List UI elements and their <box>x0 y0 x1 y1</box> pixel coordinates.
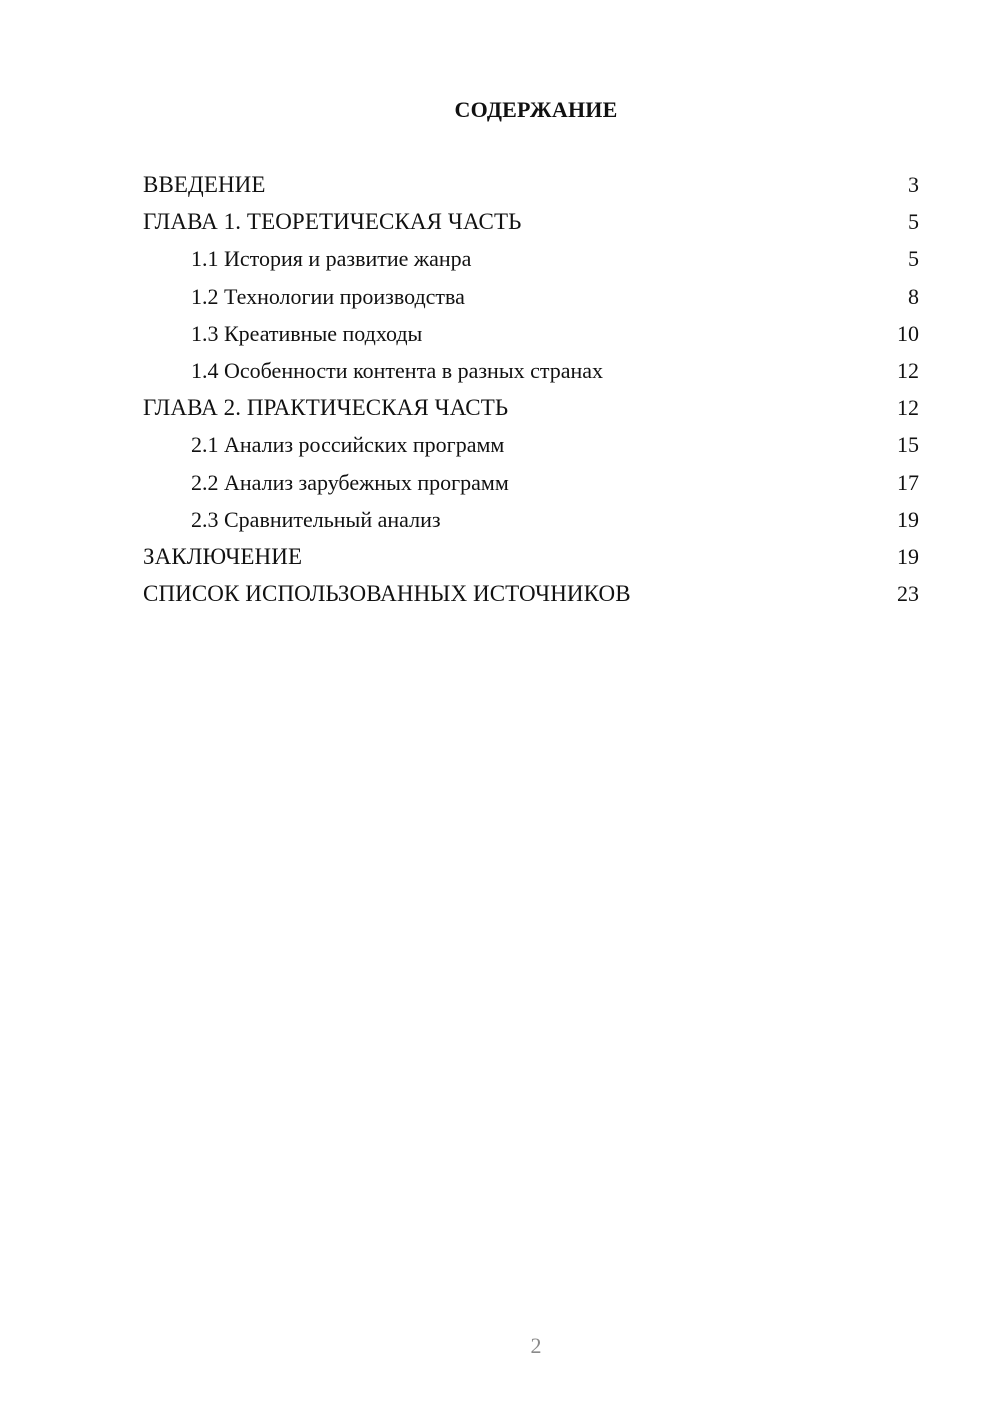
toc-entry-section-1-3[interactable] <box>143 318 919 355</box>
toc-entry-chapter-2[interactable] <box>143 392 919 429</box>
toc-entry-page: 8 <box>908 283 919 309</box>
toc-entry-section-1-2[interactable] <box>143 281 919 318</box>
toc-entry-page: 15 <box>897 432 919 458</box>
table-of-contents <box>143 169 919 615</box>
toc-entry-page: 5 <box>908 246 919 272</box>
toc-entry-text: ВВЕДЕНИЕ <box>143 172 266 197</box>
toc-entry-text: ГЛАВА 1. ТЕОРЕТИЧЕСКАЯ ЧАСТЬ <box>143 209 522 235</box>
toc-entry-text: ГЛАВА 2. ПРАКТИЧЕСКАЯ ЧАСТЬ <box>143 395 509 421</box>
toc-entry-text: СПИСОК ИСПОЛЬЗОВАННЫХ ИСТОЧНИКОВ <box>143 581 631 607</box>
toc-entry-section-1-4[interactable] <box>143 355 919 392</box>
toc-entry-page: 19 <box>897 506 919 532</box>
toc-entry-section-2-1[interactable] <box>143 429 919 466</box>
toc-entry-page: 12 <box>897 395 919 421</box>
toc-entry-text: 1.3 Креативные подходы <box>191 320 423 346</box>
toc-entry-text: 2.3 Сравнительный анализ <box>191 506 441 532</box>
toc-entry-chapter-1[interactable] <box>143 206 919 243</box>
toc-entry-text: 1.1 История и развитие жанра <box>191 246 472 272</box>
toc-entry-page: 23 <box>897 581 919 607</box>
toc-entry-section-1-1[interactable] <box>143 243 919 280</box>
toc-entry-text: 1.4 Особенности контента в разных странах <box>191 357 604 383</box>
toc-entry-conclusion[interactable] <box>143 541 919 578</box>
page-number: 2 <box>530 1333 542 1358</box>
toc-entry-page: 19 <box>897 543 919 569</box>
toc-entry-text: 2.1 Анализ российских программ <box>191 432 505 458</box>
toc-entry-page: 3 <box>908 172 919 197</box>
toc-entry-page: 5 <box>908 209 919 235</box>
toc-entry-page: 17 <box>897 469 919 495</box>
toc-entry-introduction[interactable] <box>143 169 919 206</box>
toc-entry-references[interactable] <box>143 578 919 615</box>
toc-entry-page: 10 <box>897 320 919 346</box>
toc-entry-text: ЗАКЛЮЧЕНИЕ <box>143 543 303 569</box>
toc-entry-text: 1.2 Технологии производства <box>191 283 465 309</box>
toc-entry-page: 12 <box>897 357 919 383</box>
toc-entry-section-2-3[interactable] <box>143 504 919 541</box>
toc-entry-section-2-2[interactable] <box>143 467 919 504</box>
page-title: СОДЕРЖАНИЕ <box>454 97 618 122</box>
toc-entry-text: 2.2 Анализ зарубежных программ <box>191 469 509 495</box>
